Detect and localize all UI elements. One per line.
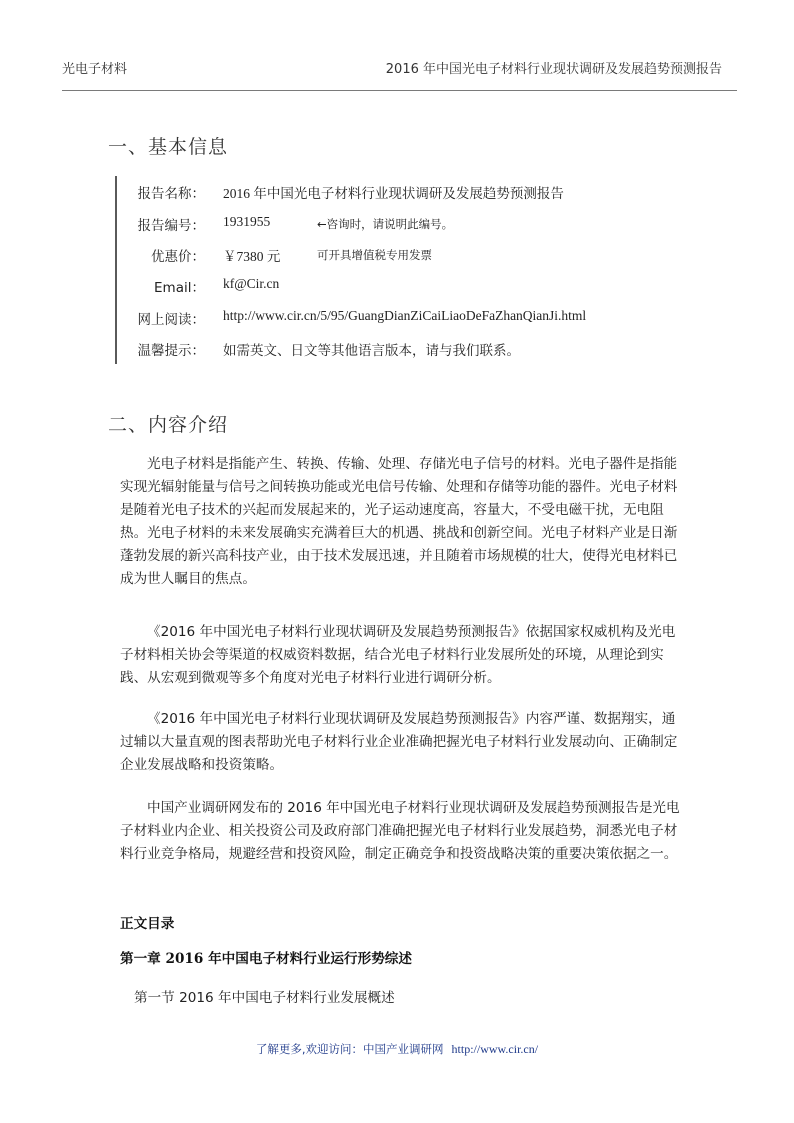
- header-left: 光电子材料: [62, 62, 128, 77]
- footer-text: 了解更多,欢迎访问：中国产业调研网: [255, 1042, 444, 1056]
- intro-paragraph: 光电子材料是指能产生、转换、传输、处理、存储光电子信号的材料。光电子器件是指能实现光辐射能量与信号之间转换功能或光电信号传输、处理和存储等功能的器件。光电子材料是随着光电子技术的兴起而发展起来的，光子运动速度高，容量大，不受电磁干扰，无电阻热。光电子材料的未来发展确实充满着巨大的机遇、挑战和创新空间。光电子材料产业是日渐蓬勃发展的新兴高科技产业，由于技术发展迅速，并且随着市场规模的壮大，使得光电材料已成为世人瞩目的焦点。: [120, 456, 678, 587]
- header-rule: [62, 90, 737, 91]
- email-link[interactable]: kf@Cir.cn: [223, 276, 280, 291]
- toc-title: 正文目录: [120, 916, 175, 932]
- toc-section: 第一节 2016 年中国电子材料行业发展概述: [134, 990, 395, 1006]
- info-label: 网上阅读：: [137, 312, 205, 328]
- section-title-intro: 二、内容介绍: [108, 414, 229, 436]
- info-label: 报告编号：: [137, 218, 205, 234]
- info-label: Email：: [154, 280, 205, 296]
- intro-paragraph: 中国产业调研网发布的 2016 年中国光电子材料行业现状调研及发展趋势预测报告是光电子材料业内企业、相关投资公司及政府部门准确把握光电子材料行业发展趋势，洞悉光电子材料行业竞争格局，规避经营和投资风险，制定正确竞争和投资战略决策的重要决策依据之一。: [120, 800, 680, 862]
- header-right: 2016 年中国光电子材料行业现状调研及发展趋势预测报告: [385, 62, 722, 77]
- info-row-report-id: [117, 212, 717, 236]
- info-note: 可开具增值税专用发票: [317, 248, 432, 262]
- intro-paragraph: 《2016 年中国光电子材料行业现状调研及发展趋势预测报告》依据国家权威机构及光电子材料相关协会等渠道的权威资料数据，结合光电子材料行业发展所处的环境，从理论到实践、从宏观到微观等多个角度对光电子材料行业进行调研分析。: [120, 624, 676, 686]
- info-row-report-name: [117, 180, 717, 204]
- footer-link[interactable]: http://www.cir.cn/: [451, 1042, 539, 1056]
- info-value: ￥7380 元: [223, 249, 281, 264]
- toc-chapter: 第一章 2016 年中国电子材料行业运行形势综述: [120, 951, 412, 967]
- info-label: 温馨提示：: [137, 343, 205, 359]
- info-value: 1931955: [223, 214, 271, 229]
- info-label: 报告名称：: [137, 186, 205, 202]
- online-read-link[interactable]: http://www.cir.cn/5/95/GuangDianZiCaiLiaoDeFaZhanQianJi.html: [223, 308, 587, 323]
- info-value: 2016 年中国光电子材料行业现状调研及发展趋势预测报告: [223, 186, 564, 201]
- info-note: ←咨询时，请说明此编号。: [317, 217, 454, 231]
- info-row-price: [117, 243, 717, 267]
- intro-paragraph: 《2016 年中国光电子材料行业现状调研及发展趋势预测报告》内容严谨、数据翔实，通过辅以大量直观的图表帮助光电子材料行业企业准确把握光电子材料行业发展动向、正确制定企业发展战略和投资策略。: [120, 711, 678, 773]
- info-row-email: [117, 274, 717, 298]
- footer: [0, 1041, 794, 1057]
- info-row-online-read: [117, 306, 717, 330]
- info-value: 如需英文、日文等其他语言版本，请与我们联系。: [223, 343, 520, 359]
- basic-info-box: [115, 176, 717, 364]
- section-title-basic-info: 一、基本信息: [108, 136, 229, 158]
- info-label: 优惠价：: [151, 249, 205, 265]
- info-row-tip: [117, 337, 717, 361]
